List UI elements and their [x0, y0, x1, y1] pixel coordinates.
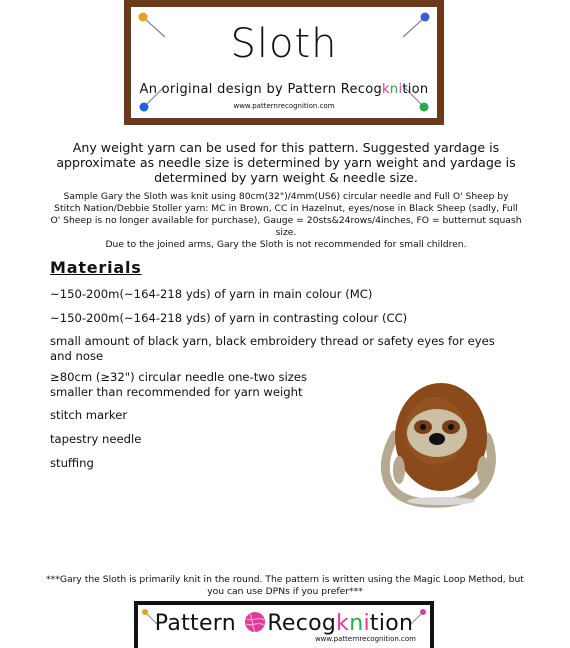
- brand-n: n: [349, 611, 364, 636]
- footer-banner: [134, 601, 434, 648]
- byline-suffix: tion: [402, 82, 429, 97]
- brand-tion: tion: [369, 611, 414, 636]
- header-url: www.patternrecognition.com: [233, 102, 335, 110]
- material-item-mc-yarn: ~150-200m(~164-218 yds) of yarn in main colour (MC): [50, 287, 373, 301]
- byline-n: n: [389, 82, 399, 97]
- safety-warning: Due to the joined arms, Gary the Sloth is not recommended for small children.: [105, 239, 467, 250]
- material-item-tapestry-needle: tapestry needle: [50, 432, 142, 446]
- byline-i: i: [398, 82, 403, 97]
- sample-note: [50, 191, 522, 251]
- materials-heading: Materials: [50, 258, 142, 277]
- brand-k: k: [336, 611, 350, 636]
- intro-paragraph: Any weight yarn can be used for this pattern. Suggested yardage is approximate as needle size is determined by yarn weight and yardage is determined by yarn weight & needle size.: [56, 140, 516, 185]
- footer-url: www.patternrecognition.com: [314, 635, 416, 643]
- byline: [131, 82, 437, 97]
- material-item-black-yarn: small amount of black yarn, black embroidery thread or safety eyes for eyes and nose: [50, 334, 495, 363]
- footer-note: ***Gary the Sloth is primarily knit in the round. The pattern is written using the Magic Loop Method, but you can use DPNs if you prefer***: [46, 574, 524, 597]
- title-banner: [124, 0, 444, 125]
- byline-text: An original design by Pattern Recog: [139, 82, 383, 97]
- material-item-cc-yarn: ~150-200m(~164-218 yds) of yarn in contrasting colour (CC): [50, 311, 408, 325]
- sloth-photo: [375, 375, 505, 510]
- material-item-circular-needle: ≥80cm (≥32") circular needle one-two sizes smaller than recommended for yarn weight: [50, 370, 308, 399]
- brand-pattern: Pattern: [154, 611, 244, 636]
- brand-recog: Recog: [267, 611, 337, 636]
- brand-i: i: [363, 611, 370, 636]
- material-item-stuffing: stuffing: [50, 456, 94, 470]
- footer-brand: [138, 610, 430, 636]
- sample-details: Sample Gary the Sloth was knit using 80cm(32")/4mm(US6) circular needle and Full O' Sheep by Stitch Nation/Debbie Stoller yarn: MC in Brown, CC in Hazelnut, eyes/nose in Black Sheep (sadly, Full O' Sheep is no longer available for purchase), Gauge = 20sts&24rows/4inches, FO = butternut squash size.: [50, 191, 522, 238]
- yarn-ball-icon: [243, 610, 267, 634]
- byline-k: k: [382, 82, 390, 97]
- material-item-stitch-marker: stitch marker: [50, 408, 128, 422]
- page-title: Sloth: [230, 21, 338, 67]
